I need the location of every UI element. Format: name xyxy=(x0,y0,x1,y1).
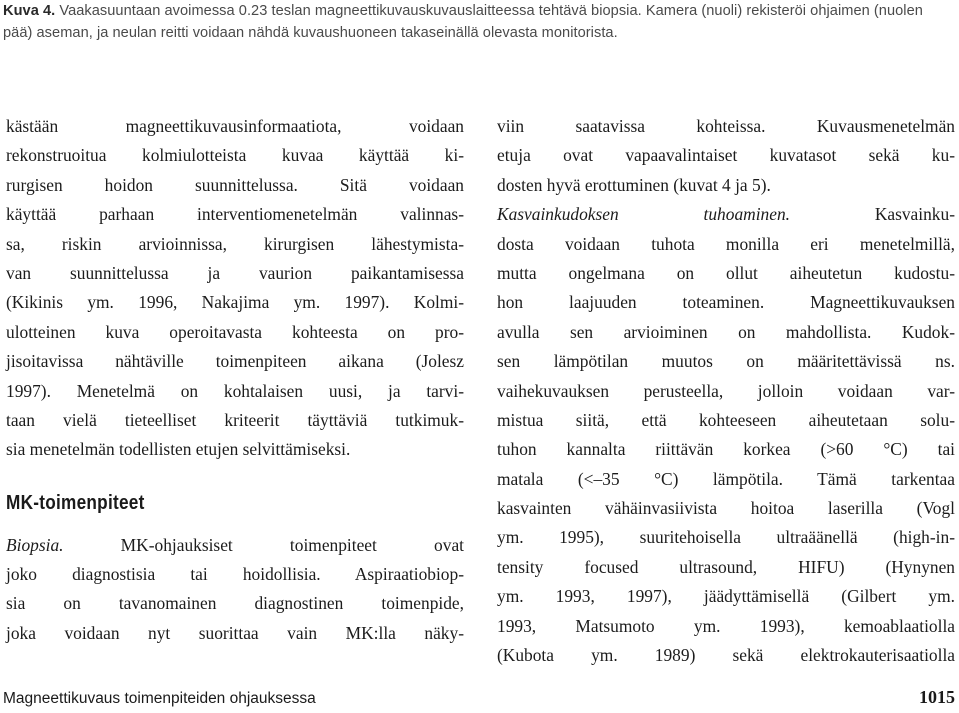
text-line: 1993, Matsumoto ym. 1993), kemoablaatiolla xyxy=(497,615,955,636)
text-line: 1997). Menetelmä on kohtalaisen uusi, ja tarvi- xyxy=(6,380,464,401)
biopsy-term: Biopsia. xyxy=(6,534,64,555)
text-line: ym. 1993, 1997), jäädyttämisellä (Gilbert ym. xyxy=(497,586,955,607)
biopsy-line-rest: MK-ohjauksiset toimenpiteet ovat xyxy=(63,534,464,555)
text-line xyxy=(497,200,955,229)
text-line: tensity focused ultrasound, HIFU) (Hynynen xyxy=(497,556,955,577)
running-footer-title: Magneettikuvaus toimenpiteiden ohjauksessa xyxy=(3,690,316,707)
left-paragraph-1 xyxy=(6,112,464,465)
text-line: mistua siitä, että kohteeseen aiheutetaan solu- xyxy=(497,409,955,430)
section-heading: MK-toimenpiteet xyxy=(6,491,145,514)
text-line: ulotteinen kuva operoitavasta kohteesta on pro- xyxy=(6,321,464,342)
text-line: kasvainten vähäinvasiivista hoitoa laserilla (Vogl xyxy=(497,498,955,519)
text-line: dosta voidaan tuhota monilla eri menetelmillä, xyxy=(497,233,955,254)
text-line: tuhon kannalta riittävän korkea (>60 °C) tai xyxy=(497,439,955,460)
text-line: hon laajuuden toteaminen. Magneettikuvauksen xyxy=(497,292,955,313)
text-line: vaihekuvauksen perusteella, jolloin voidaan var- xyxy=(497,380,955,401)
figure-label: Kuva 4. xyxy=(3,3,56,19)
text-line: joka voidaan nyt suorittaa vain MK:lla näky- xyxy=(6,622,464,643)
text-line: viin saatavissa kohteissa. Kuvausmenetelmän xyxy=(497,116,955,136)
text-line: avulla sen arvioiminen on mahdollista. Kudok- xyxy=(497,321,955,342)
left-column xyxy=(6,112,464,648)
text-line: etuja ovat vapaavalintaiset kuvatasot sekä ku- xyxy=(497,145,955,166)
right-paragraph-1 xyxy=(497,112,955,200)
text-line: rekonstruoitua kolmiulotteista kuvaa käyttää ki- xyxy=(6,145,464,166)
text-line: sia menetelmän todellisten etujen selvittämiseksi. xyxy=(6,439,351,460)
text-line: (Kubota ym. 1989) sekä elektrokauterisaatiolla xyxy=(497,645,955,666)
text-line: sia on tavanomainen diagnostinen toimenpide, xyxy=(6,593,464,614)
text-line: van suunnittelussa ja vaurion paikantamisessa xyxy=(6,262,464,283)
ablation-line-rest: Kasvainku- xyxy=(790,204,955,225)
text-line: taan vielä tieteelliset kriteerit täyttäviä tutkimuk- xyxy=(6,409,464,430)
text-line: rurgisen hoidon suunnittelussa. Sitä voidaan xyxy=(6,174,464,195)
text-line: käyttää parhaan interventiomenetelmän valinnas- xyxy=(6,204,464,225)
text-line: jisoitavissa nähtäville toimenpiteen aikana (Jolesz xyxy=(6,351,464,372)
text-line: sen lämpötilan muutos on määritettävissä ns. xyxy=(497,351,955,372)
text-line: mutta ongelmana on ollut aiheutetun kudostu- xyxy=(497,262,955,283)
left-paragraph-2 xyxy=(6,531,464,649)
figure-caption xyxy=(3,0,953,44)
right-paragraph-2 xyxy=(497,200,955,670)
page-number: 1015 xyxy=(919,687,955,707)
ablation-term: Kasvainkudoksen tuhoaminen. xyxy=(497,204,790,225)
right-column xyxy=(497,112,955,670)
text-line: sa, riskin arvioinnissa, kirurgisen lähestymista- xyxy=(6,233,464,254)
text-line: dosten hyvä erottuminen (kuvat 4 ja 5). xyxy=(497,174,771,195)
figure-caption-text: Vaakasuuntaan avoimessa 0.23 teslan magneettikuvauskuvauslaitteessa tehtävä biopsia. Kamera (nuoli) rekisteröi ohjaimen (nuolen pää) aseman, ja neulan reitti voidaan nähdä kuvaushuoneen takaseinällä olevasta monitorista. xyxy=(3,3,923,41)
text-line: (Kikinis ym. 1996, Nakajima ym. 1997). Kolmi- xyxy=(6,292,464,313)
text-line: kästään magneettikuvausinformaatiota, voidaan xyxy=(6,116,464,136)
text-line: matala (<–35 °C) lämpötila. Tämä tarkentaa xyxy=(497,468,955,489)
text-line xyxy=(6,531,464,560)
text-line: joko diagnostisia tai hoidollisia. Aspiraatiobiop- xyxy=(6,564,464,585)
text-line: ym. 1995), suuritehoisella ultraäänellä (high-in- xyxy=(497,527,955,548)
